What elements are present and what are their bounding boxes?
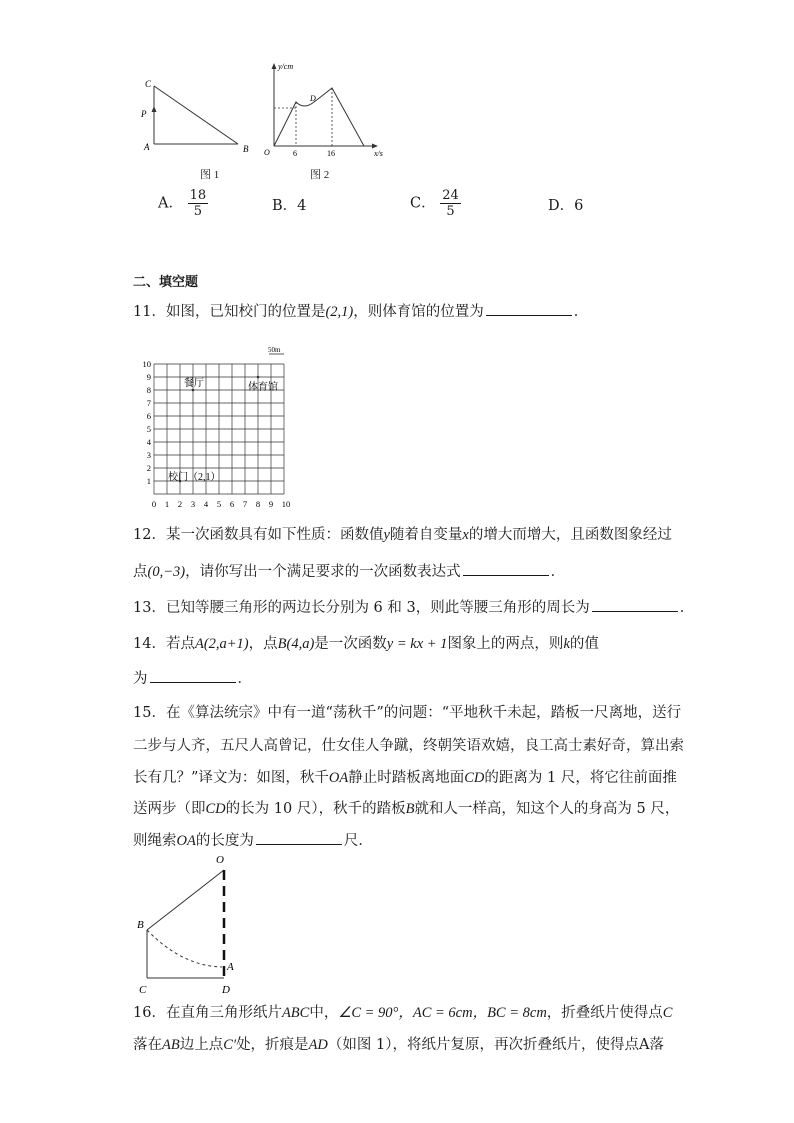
question-12-line-1: 12．某一次函数具有如下性质：函数值y随着自变量x的增大而增大，且函数图象经过: [133, 527, 672, 543]
svg-text:0: 0: [151, 499, 157, 509]
label-p: P: [141, 109, 147, 119]
svg-text:7: 7: [242, 499, 248, 509]
arrow-icon: [152, 106, 157, 112]
svg-text:4: 4: [203, 499, 209, 509]
label-b: B: [137, 919, 144, 931]
option-a-fraction: $\frac{18}{5}$: [189, 188, 207, 219]
svg-text:8: 8: [255, 499, 261, 509]
grid-figure: [138, 342, 303, 514]
svg-text:3: 3: [190, 499, 196, 509]
figure-1-triangle: [136, 76, 256, 156]
option-a[interactable]: [158, 188, 208, 219]
x-tick-labels: [152, 499, 290, 509]
tick-16: 16: [327, 149, 335, 158]
svg-text:9: 9: [146, 372, 151, 382]
svg-text:2: 2: [177, 499, 183, 509]
question-11: 11．如图，已知校门的位置是(2,1)，则体育馆的位置为 ．: [133, 301, 588, 322]
origin-label: O: [264, 148, 270, 157]
svg-text:6: 6: [229, 499, 235, 509]
label-a: A: [227, 961, 234, 973]
svg-text:10: 10: [281, 499, 291, 509]
label-b: B: [243, 144, 249, 154]
answer-blank-14[interactable]: [150, 668, 236, 683]
tick-6: 6: [293, 149, 297, 158]
svg-text:4: 4: [146, 437, 151, 447]
svg-text:8: 8: [146, 385, 151, 395]
label-o: O: [216, 854, 224, 866]
x-axis-arrow-icon: [372, 144, 378, 149]
figure-2-caption: 图 2: [310, 169, 330, 181]
svg-text:1: 1: [146, 476, 151, 486]
label-a: A: [144, 142, 150, 152]
label-c: C: [139, 984, 147, 996]
gym-label: 体育馆: [248, 382, 278, 393]
option-b-letter: B．: [272, 198, 298, 214]
option-c-fraction: $\frac{24}{5}$: [442, 188, 459, 219]
question-16-line-2: 落在AB边上点C′处，折痕是AD（如图 1），将纸片复原，再次折叠纸片，使得点A落: [133, 1037, 664, 1053]
restaurant-point: [192, 389, 195, 392]
swing-arc: [147, 930, 222, 967]
svg-text:7: 7: [146, 398, 151, 408]
answer-blank-13[interactable]: [592, 597, 678, 612]
option-d[interactable]: [548, 196, 583, 216]
option-b-value: 4: [297, 198, 307, 214]
svg-text:5: 5: [146, 424, 151, 434]
svg-text:10: 10: [142, 359, 151, 369]
x-axis-label: x/s: [374, 149, 383, 158]
option-a-letter: A．: [158, 195, 183, 212]
section-title: 二、填空题: [133, 275, 199, 290]
answer-blank-12[interactable]: [463, 561, 549, 576]
swing-figure: [132, 852, 242, 998]
question-16-line-1: 16．在直角三角形纸片ABC中，∠C = 90°，AC = 6cm，BC = 8cm，折叠纸片使得点C: [133, 1005, 673, 1021]
figure-1-caption: 图 1: [200, 169, 220, 181]
question-13: 13．已知等腰三角形的两边长分别为 6 和 3，则此等腰三角形的周长为 ．: [133, 597, 694, 618]
y-tick-labels: [143, 359, 152, 486]
y-axis-label: y/cm: [278, 62, 294, 71]
gate-label: 校门（2,1）: [168, 472, 221, 483]
question-15-line-2: 二步与人齐，五尺人高曾记，仕女佳人争蹴，终朝笑语欢嬉，良工高士素好奇，算出索: [133, 738, 684, 754]
answer-blank-15[interactable]: [256, 830, 342, 845]
question-12-line-2: 点(0,−3)，请你写出一个满足要求的一次函数表达式 ．: [133, 561, 565, 582]
label-d: D: [222, 984, 230, 996]
svg-text:6: 6: [146, 411, 151, 421]
point-d-label: D: [310, 94, 316, 103]
rope-ob: [147, 870, 224, 930]
option-b[interactable]: [272, 196, 306, 216]
y-axis-arrow-icon: [272, 63, 277, 69]
question-14-line-2: 为 ．: [133, 668, 252, 689]
gym-point: [257, 376, 260, 379]
figure-2-graph: [258, 60, 394, 160]
label-c: C: [145, 79, 152, 89]
option-d-letter: D．: [548, 198, 575, 214]
graph-curve: [274, 88, 364, 146]
option-c[interactable]: [410, 188, 461, 219]
answer-blank-11[interactable]: [486, 301, 572, 316]
restaurant-label: 餐厅: [184, 378, 204, 389]
side-cb: [154, 86, 238, 144]
question-14-line-1: 14．若点A(2,a+1)，点B(4,a)是一次函数y = kx + 1图象上的两点，则k的值: [133, 636, 599, 652]
option-c-letter: C．: [410, 195, 436, 212]
question-15-line-3: 长有几？”译文为：如图，秋千OA静止时踏板离地面CD的距离为 1 尺，将它往前面推: [133, 770, 677, 786]
svg-text:2: 2: [146, 463, 151, 473]
svg-text:5: 5: [216, 499, 222, 509]
question-15-line-4: 送两步（即CD的长为 10 尺），秋千的踏板B就和人一样高，知这个人的身高为 5 尺，: [133, 801, 680, 817]
option-d-value: 6: [574, 198, 584, 214]
svg-text:1: 1: [164, 499, 170, 509]
svg-text:9: 9: [268, 499, 274, 509]
question-15-line-5: 则绳索OA的长度为 尺．: [133, 830, 373, 851]
svg-text:3: 3: [146, 450, 151, 460]
question-15-line-1: 15．在《算法统宗》中有一道“荡秋千”的问题：“平地秋千未起，踏板一尺离地，送行: [133, 705, 682, 721]
scale-label: 50m: [268, 346, 281, 354]
